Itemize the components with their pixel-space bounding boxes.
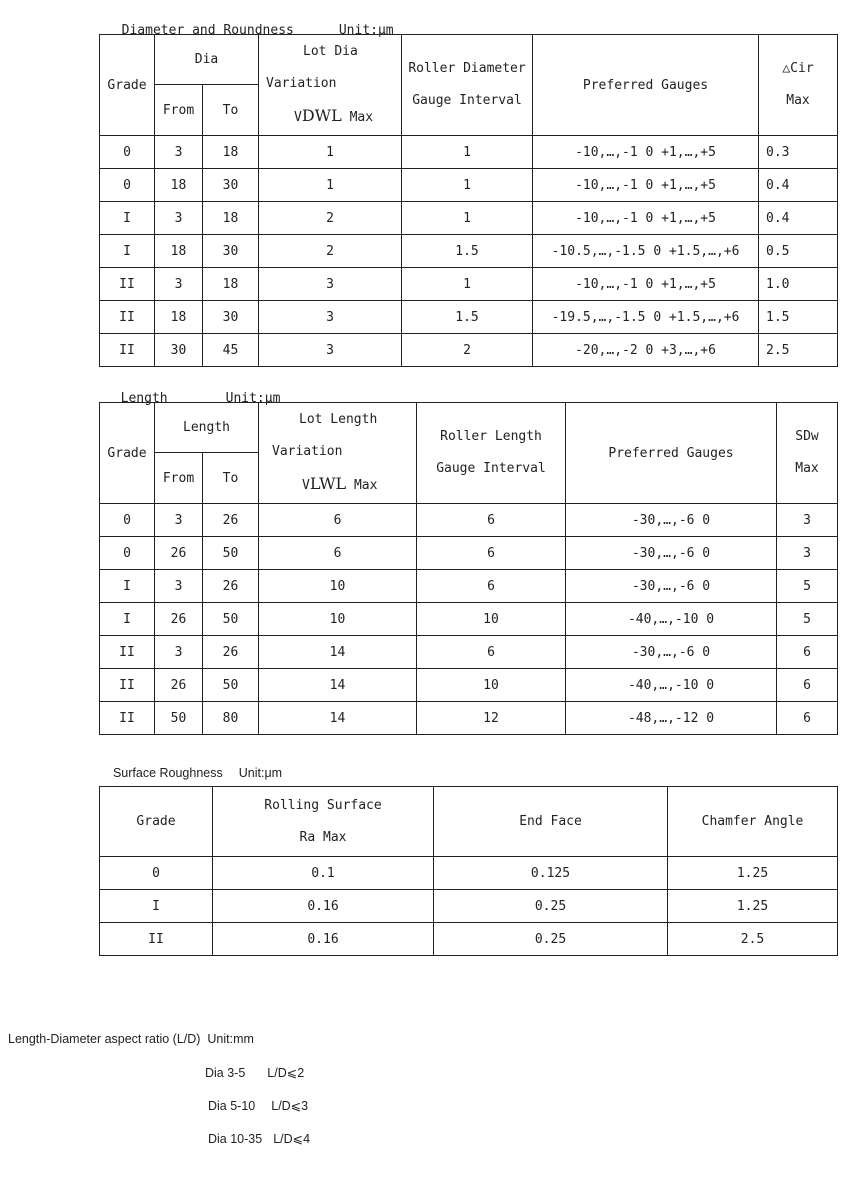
diameter-gauges-header: Preferred Gauges xyxy=(533,35,759,136)
diameter-row xyxy=(100,202,838,235)
preferred-gauges-cell: -19.5,…,-1.5 0 +1.5,…,+6 xyxy=(533,301,759,334)
chamfer-angle-cell: 1.25 xyxy=(668,857,838,890)
diameter-lot-sym: DWL xyxy=(301,106,342,125)
length-from-header: From xyxy=(155,453,203,504)
aspect-ratio-limit: L/D⩽4 xyxy=(273,1132,311,1146)
length-grade-header: Grade xyxy=(100,403,155,504)
preferred-gauges-cell: -48,…,-12 0 xyxy=(566,702,777,735)
to-cell: 50 xyxy=(203,603,259,636)
from-cell: 3 xyxy=(155,136,203,169)
sdw-max-cell: 3 xyxy=(777,504,838,537)
preferred-gauges-cell: -10,…,-1 0 +1,…,+5 xyxy=(533,268,759,301)
from-cell: 26 xyxy=(155,537,203,570)
end-face-cell: 0.25 xyxy=(434,890,668,923)
to-cell: 26 xyxy=(203,636,259,669)
diameter-unit: Unit:μm xyxy=(338,23,394,38)
from-cell: 18 xyxy=(155,235,203,268)
diameter-table xyxy=(99,34,838,367)
length-row xyxy=(100,570,838,603)
diameter-cir-line1: △Cir xyxy=(782,61,814,76)
sdw-max-cell: 5 xyxy=(777,603,838,636)
lot-variation-cell: 3 xyxy=(259,301,402,334)
gauge-interval-cell: 10 xyxy=(417,669,566,702)
sdw-max-cell: 6 xyxy=(777,636,838,669)
length-lot-line1: Lot Length xyxy=(299,412,378,427)
gauge-interval-cell: 1.5 xyxy=(402,301,533,334)
grade-cell: I xyxy=(100,202,155,235)
aspect-item xyxy=(208,1098,308,1113)
lot-variation-cell: 14 xyxy=(259,669,417,702)
to-cell: 45 xyxy=(203,334,259,367)
preferred-gauges-cell: -10,…,-1 0 +1,…,+5 xyxy=(533,202,759,235)
length-interval-line1: Roller Length xyxy=(440,429,542,444)
aspect-dia-range: Dia 10-35 xyxy=(208,1132,263,1146)
cir-max-cell: 0.4 xyxy=(759,202,838,235)
diameter-cir-header xyxy=(759,35,838,136)
preferred-gauges-cell: -30,…,-6 0 xyxy=(566,636,777,669)
aspect-title: Length-Diameter aspect ratio (L/D) Unit:mm xyxy=(8,1032,254,1046)
diameter-interval-header xyxy=(402,35,533,136)
aspect-item xyxy=(208,1131,310,1146)
sdw-max-cell: 3 xyxy=(777,537,838,570)
length-lot-line3 xyxy=(266,468,416,502)
from-cell: 26 xyxy=(155,603,203,636)
length-lot-v: V xyxy=(302,478,310,493)
lot-variation-cell: 2 xyxy=(259,202,402,235)
aspect-item xyxy=(205,1065,304,1080)
roughness-table xyxy=(99,786,838,956)
diameter-row xyxy=(100,169,838,202)
lot-variation-cell: 14 xyxy=(259,636,417,669)
rolling-surface-cell: 0.16 xyxy=(213,923,434,956)
roughness-table-body xyxy=(100,857,838,956)
from-cell: 3 xyxy=(155,570,203,603)
grade-cell: 0 xyxy=(100,857,213,890)
grade-cell: I xyxy=(100,235,155,268)
diameter-row xyxy=(100,301,838,334)
length-table xyxy=(99,402,838,735)
to-cell: 26 xyxy=(203,504,259,537)
length-row xyxy=(100,603,838,636)
grade-cell: 0 xyxy=(100,504,155,537)
gauge-interval-cell: 2 xyxy=(402,334,533,367)
gauge-interval-cell: 1 xyxy=(402,268,533,301)
length-sdw-header xyxy=(777,403,838,504)
preferred-gauges-cell: -10,…,-1 0 +1,…,+5 xyxy=(533,169,759,202)
lot-variation-cell: 6 xyxy=(259,537,417,570)
roughness-rolling-header xyxy=(213,787,434,857)
roughness-endface-header: End Face xyxy=(434,787,668,857)
length-table-body xyxy=(100,504,838,735)
cir-max-cell: 1.0 xyxy=(759,268,838,301)
aspect-ratio-limit: L/D⩽2 xyxy=(267,1066,305,1080)
to-cell: 18 xyxy=(203,268,259,301)
roughness-row xyxy=(100,923,838,956)
length-sdw-line1: SDw xyxy=(795,429,819,444)
gauge-interval-cell: 1 xyxy=(402,202,533,235)
length-row xyxy=(100,537,838,570)
gauge-interval-cell: 1.5 xyxy=(402,235,533,268)
diameter-from-header: From xyxy=(155,85,203,136)
cir-max-cell: 0.3 xyxy=(759,136,838,169)
diameter-cir-line2: Max xyxy=(786,93,810,108)
length-header-row xyxy=(100,403,838,453)
end-face-cell: 0.125 xyxy=(434,857,668,890)
length-interval-header xyxy=(417,403,566,504)
to-cell: 50 xyxy=(203,537,259,570)
diameter-title: Diameter and Roundness xyxy=(121,23,294,38)
diameter-lot-header xyxy=(259,35,402,136)
to-cell: 80 xyxy=(203,702,259,735)
diameter-row xyxy=(100,268,838,301)
grade-cell: I xyxy=(100,570,155,603)
diameter-lot-v: V xyxy=(294,110,302,125)
roughness-chamfer-header: Chamfer Angle xyxy=(668,787,838,857)
preferred-gauges-cell: -40,…,-10 0 xyxy=(566,669,777,702)
grade-cell: II xyxy=(100,669,155,702)
cir-max-cell: 1.5 xyxy=(759,301,838,334)
length-lot-line2: Variation xyxy=(272,444,343,459)
gauge-interval-cell: 10 xyxy=(417,603,566,636)
grade-cell: 0 xyxy=(100,169,155,202)
diameter-interval-line2: Gauge Interval xyxy=(412,93,522,108)
roughness-row xyxy=(100,857,838,890)
preferred-gauges-cell: -40,…,-10 0 xyxy=(566,603,777,636)
roughness-grade-header: Grade xyxy=(100,787,213,857)
length-title: Length xyxy=(120,391,168,406)
grade-cell: II xyxy=(100,301,155,334)
chamfer-angle-cell: 2.5 xyxy=(668,923,838,956)
lot-variation-cell: 3 xyxy=(259,268,402,301)
to-cell: 30 xyxy=(203,235,259,268)
diameter-lot-max: Max xyxy=(341,110,374,125)
to-cell: 26 xyxy=(203,570,259,603)
length-row xyxy=(100,636,838,669)
grade-cell: II xyxy=(100,268,155,301)
end-face-cell: 0.25 xyxy=(434,923,668,956)
roughness-header-row xyxy=(100,787,838,857)
lot-variation-cell: 1 xyxy=(259,169,402,202)
gauge-interval-cell: 6 xyxy=(417,636,566,669)
lot-variation-cell: 2 xyxy=(259,235,402,268)
to-cell: 50 xyxy=(203,669,259,702)
lot-variation-cell: 1 xyxy=(259,136,402,169)
diameter-grade-header: Grade xyxy=(100,35,155,136)
preferred-gauges-cell: -30,…,-6 0 xyxy=(566,537,777,570)
length-unit: Unit:μm xyxy=(225,391,281,406)
from-cell: 3 xyxy=(155,636,203,669)
to-cell: 18 xyxy=(203,202,259,235)
rolling-surface-cell: 0.1 xyxy=(213,857,434,890)
sdw-max-cell: 6 xyxy=(777,702,838,735)
roughness-section-title xyxy=(106,752,282,780)
length-lot-header xyxy=(259,403,417,504)
to-cell: 30 xyxy=(203,301,259,334)
length-row xyxy=(100,669,838,702)
chamfer-angle-cell: 1.25 xyxy=(668,890,838,923)
roughness-rolling-line1: Rolling Surface xyxy=(264,797,382,813)
grade-cell: 0 xyxy=(100,537,155,570)
diameter-header-row xyxy=(100,35,838,85)
roughness-row xyxy=(100,890,838,923)
diameter-dia-header: Dia xyxy=(155,35,259,85)
from-cell: 50 xyxy=(155,702,203,735)
lot-variation-cell: 3 xyxy=(259,334,402,367)
length-lot-max: Max xyxy=(346,478,378,493)
roughness-rolling-line2: Ra Max xyxy=(299,829,347,845)
from-cell: 3 xyxy=(155,268,203,301)
from-cell: 18 xyxy=(155,301,203,334)
rolling-surface-cell: 0.16 xyxy=(213,890,434,923)
diameter-row xyxy=(100,235,838,268)
grade-cell: I xyxy=(100,890,213,923)
lot-variation-cell: 6 xyxy=(259,504,417,537)
cir-max-cell: 0.4 xyxy=(759,169,838,202)
preferred-gauges-cell: -10,…,-1 0 +1,…,+5 xyxy=(533,136,759,169)
cir-max-cell: 2.5 xyxy=(759,334,838,367)
length-gauges-header: Preferred Gauges xyxy=(566,403,777,504)
sdw-max-cell: 5 xyxy=(777,570,838,603)
grade-cell: II xyxy=(100,636,155,669)
diameter-lot-line1: Lot Dia xyxy=(303,44,358,59)
diameter-lot-line2: Variation xyxy=(266,76,337,91)
length-row xyxy=(100,504,838,537)
grade-cell: 0 xyxy=(100,136,155,169)
gauge-interval-cell: 6 xyxy=(417,570,566,603)
preferred-gauges-cell: -10.5,…,-1.5 0 +1.5,…,+6 xyxy=(533,235,759,268)
aspect-dia-range: Dia 3-5 xyxy=(205,1066,246,1080)
lot-variation-cell: 10 xyxy=(259,603,417,636)
from-cell: 30 xyxy=(155,334,203,367)
gauge-interval-cell: 6 xyxy=(417,537,566,570)
aspect-ratio-limit: L/D⩽3 xyxy=(271,1099,309,1113)
length-row xyxy=(100,702,838,735)
gauge-interval-cell: 1 xyxy=(402,136,533,169)
length-lot-sym: LWL xyxy=(309,474,347,493)
gauge-interval-cell: 6 xyxy=(417,504,566,537)
diameter-row xyxy=(100,136,838,169)
gauge-interval-cell: 12 xyxy=(417,702,566,735)
aspect-dia-range: Dia 5-10 xyxy=(208,1099,256,1113)
diameter-to-header: To xyxy=(203,85,259,136)
sdw-max-cell: 6 xyxy=(777,669,838,702)
preferred-gauges-cell: -30,…,-6 0 xyxy=(566,570,777,603)
grade-cell: II xyxy=(100,923,213,956)
to-cell: 18 xyxy=(203,136,259,169)
roughness-unit: Unit:μm xyxy=(238,766,283,780)
diameter-row xyxy=(100,334,838,367)
gauge-interval-cell: 1 xyxy=(402,169,533,202)
grade-cell: I xyxy=(100,603,155,636)
preferred-gauges-cell: -30,…,-6 0 xyxy=(566,504,777,537)
diameter-lot-line3 xyxy=(266,100,401,134)
diameter-table-body xyxy=(100,136,838,367)
length-to-header: To xyxy=(203,453,259,504)
length-length-header: Length xyxy=(155,403,259,453)
from-cell: 3 xyxy=(155,202,203,235)
lot-variation-cell: 10 xyxy=(259,570,417,603)
diameter-interval-line1: Roller Diameter xyxy=(408,61,526,76)
from-cell: 18 xyxy=(155,169,203,202)
from-cell: 3 xyxy=(155,504,203,537)
from-cell: 26 xyxy=(155,669,203,702)
cir-max-cell: 0.5 xyxy=(759,235,838,268)
to-cell: 30 xyxy=(203,169,259,202)
roughness-title: Surface Roughness xyxy=(112,766,223,780)
length-interval-line2: Gauge Interval xyxy=(436,461,546,476)
length-sdw-line2: Max xyxy=(795,461,819,476)
grade-cell: II xyxy=(100,334,155,367)
grade-cell: II xyxy=(100,702,155,735)
preferred-gauges-cell: -20,…,-2 0 +3,…,+6 xyxy=(533,334,759,367)
lot-variation-cell: 14 xyxy=(259,702,417,735)
